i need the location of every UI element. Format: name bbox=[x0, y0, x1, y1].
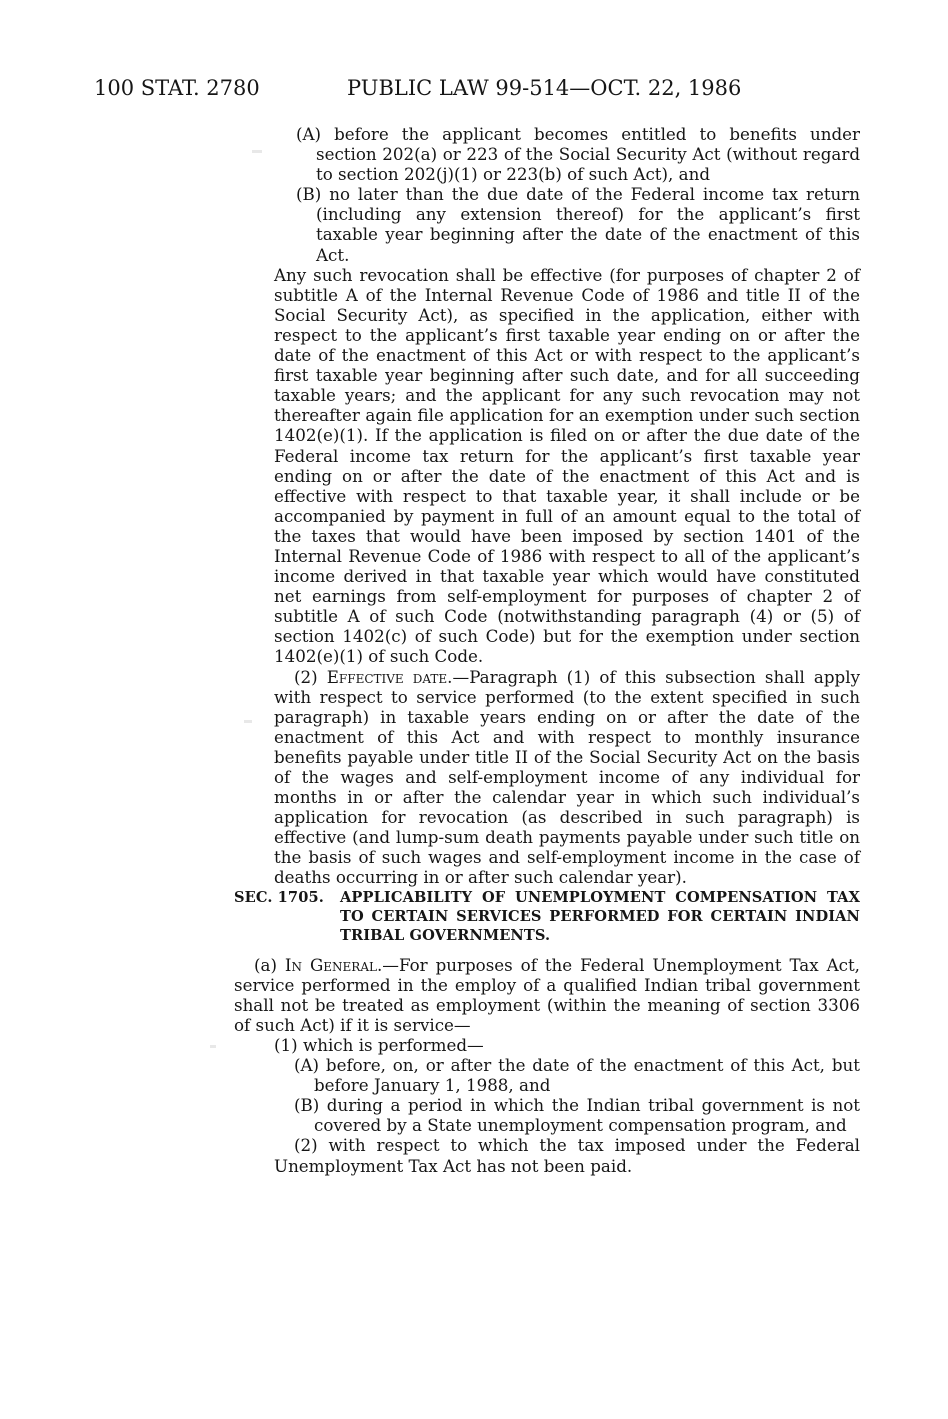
subsection-label: (a) bbox=[254, 954, 277, 975]
item-A: (A) before, on, or after the date of the enactment of this Act, but before January 1, 1988, and bbox=[294, 1055, 860, 1096]
effective-date-paragraph bbox=[234, 667, 860, 888]
subparagraph-A: (A) before the applicant becomes entitled to benefits under section 202(a) or 223 of the Social Security Act (without regard to section 202(j)(1) or 223(b) of such Act), and bbox=[296, 124, 860, 185]
effective-date-text: —Paragraph (1) of this subsection shall apply with respect to service performed (to the extent specified in such paragraph) in taxable years ending on or after the date of the enactment of this Act and with respect to monthly insurance benefits payable under title II of the Social Security Act on the basis of the wages and self-employment income of any individual for months in or after the calendar year in which such individual’s application for revocation (as described in such paragraph) is effective (and lump-sum death payments payable under such title on the basis of such wages and self-employment income in the case of deaths occurring in or after such calendar year). bbox=[274, 666, 861, 888]
document-body bbox=[234, 124, 860, 1176]
paragraph-1: (1) which is performed— bbox=[274, 1034, 484, 1055]
revocation-paragraph: Any such revocation shall be effective (for purposes of chapter 2 of subtitle A of the Internal Revenue Code of 1986 and title II of the Social Security Act), as specified in the application, either with respect to the applicant’s first taxable year ending on or after the date of the enactment of this Act or with respect to the applicant’s first taxable year beginning after such date, and for all succeeding taxable years; and the applicant for any such revocation may not thereafter again file application for an exemption under such section 1402(e)(1). If the application is filed on or after the due date of the Federal income tax return for the applicant’s first taxable year ending on or after the date of the enactment of this Act and is effective with respect to that taxable year, it shall include or be accompanied by payment in full of an amount equal to the total of the taxes that would have been imposed by section 1401 of the Internal Revenue Code of 1986 with respect to all of the applicant’s income derived in that taxable year which would have constituted net earnings from self-employment for purposes of chapter 2 of subtitle A of such Code (notwithstanding paragraph (4) or (5) of section 1402(c) of such Code) but for the exemption under section 1402(e)(1) of such Code. bbox=[274, 264, 860, 667]
section-heading bbox=[234, 888, 860, 945]
subsection-text: —For purposes of the Federal Unemployment Tax Act, service performed in the employ of a qualified Indian tribal government shall not be treated as employment (within the meaning of section 3306 of such Act) if it is service— bbox=[234, 954, 860, 1035]
item-B: (B) during a period in which the Indian tribal government is not covered by a State unemployment compensation program, and bbox=[294, 1095, 860, 1136]
bleed-through-mark bbox=[210, 1045, 216, 1048]
subparagraph-B: (B) no later than the due date of the Federal income tax return (including any extension thereof) for the applicant’s first taxable year beginning after the date of the enactment of this Act. bbox=[296, 184, 860, 265]
subsection-a bbox=[234, 955, 860, 1035]
effective-date-heading: Effective date. bbox=[326, 666, 453, 687]
running-header bbox=[94, 76, 894, 104]
paragraph-number: (2) bbox=[294, 666, 318, 687]
subsection-heading: In General. bbox=[284, 954, 383, 975]
section-title: APPLICABILITY OF UNEMPLOYMENT COMPENSATION TAX TO CERTAIN SERVICES PERFORMED FOR CERTAIN INDIAN TRIBAL GOVERNMENTS. bbox=[340, 888, 860, 944]
statute-page-reference: 100 STAT. 2780 bbox=[94, 76, 260, 100]
section-number: SEC. 1705. bbox=[234, 888, 324, 906]
public-law-title: PUBLIC LAW 99-514—OCT. 22, 1986 bbox=[347, 76, 742, 100]
paragraph-2: (2) with respect to which the tax imposed under the Federal Unemployment Tax Act has not been paid. bbox=[274, 1135, 860, 1176]
